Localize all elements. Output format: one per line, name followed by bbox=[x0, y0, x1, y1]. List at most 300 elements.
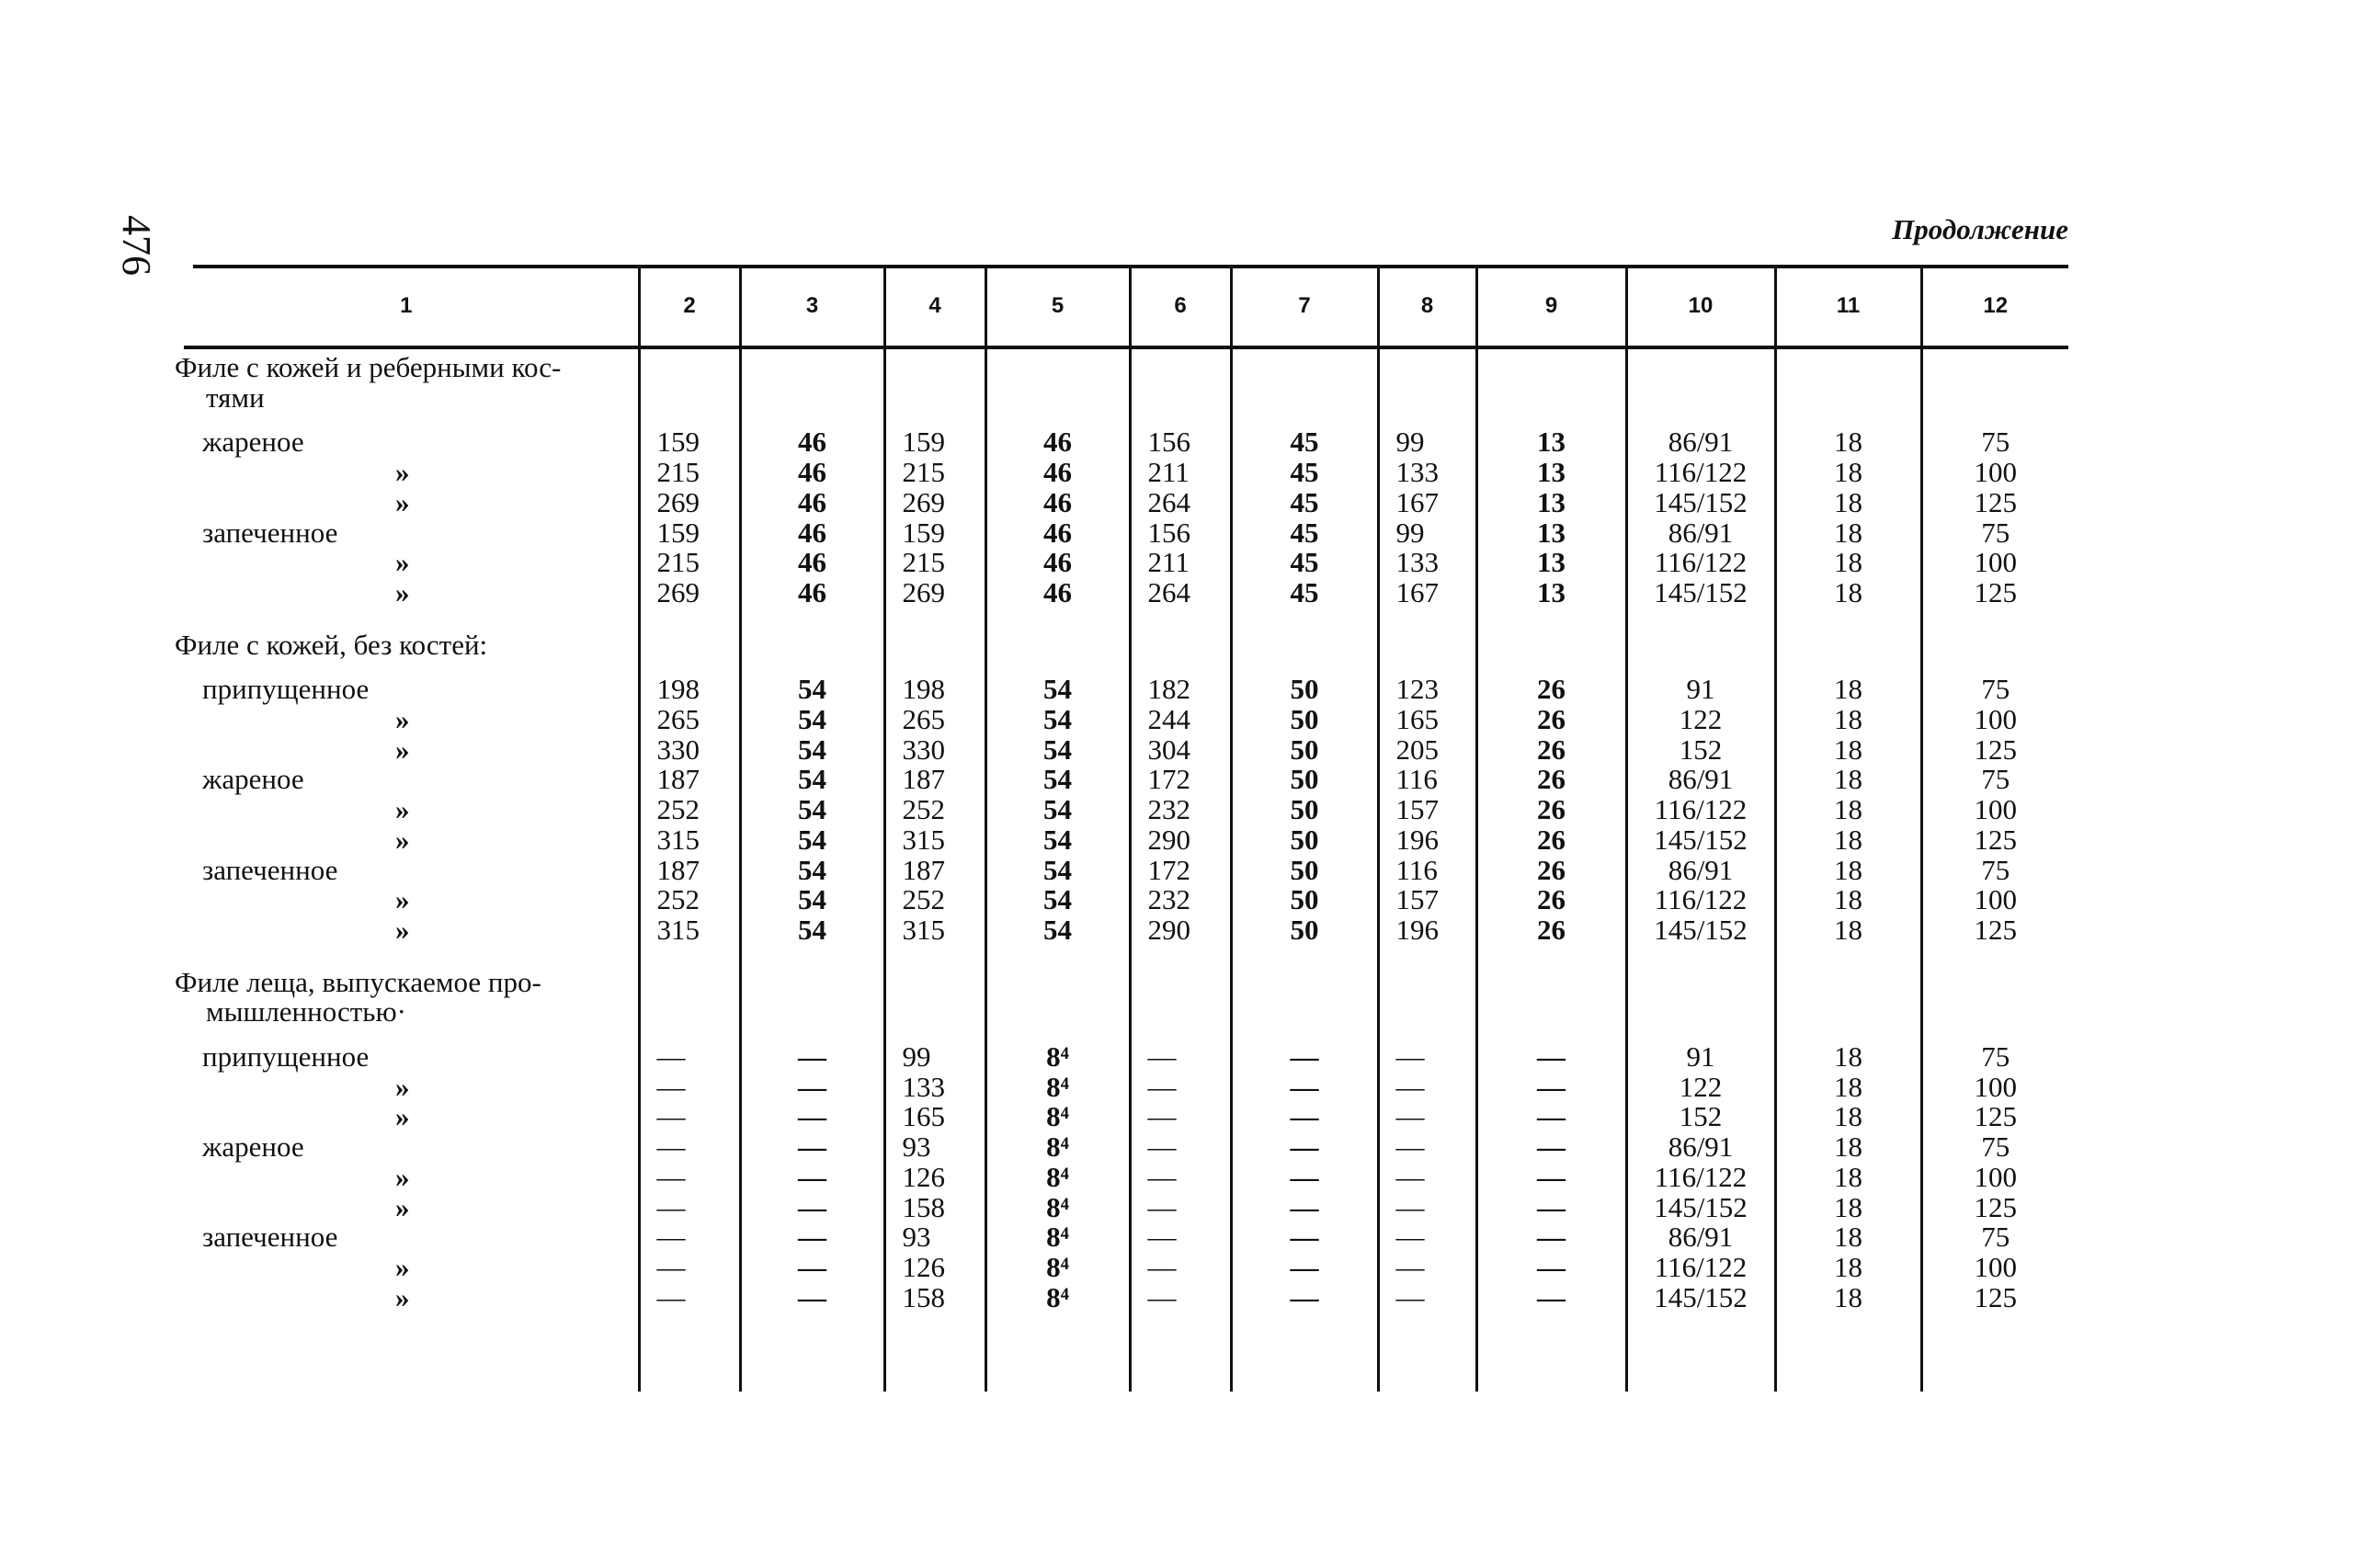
table-cell-col-10: 86/91 bbox=[1626, 427, 1775, 458]
table-cell-col-10: 91 bbox=[1626, 675, 1775, 705]
table-cell-col-3: 54 bbox=[740, 705, 884, 735]
table-cell-col-5: 54 bbox=[985, 735, 1130, 766]
table-row bbox=[175, 915, 2068, 946]
empty-cell bbox=[740, 346, 884, 427]
table-cell-col-4: 315 bbox=[884, 825, 985, 856]
ditto-mark: » bbox=[395, 1070, 410, 1103]
table-cell-col-4: 126 bbox=[884, 1253, 985, 1283]
table-cell-col-8: 133 bbox=[1378, 458, 1476, 488]
table-cell-col-3: — bbox=[740, 1163, 884, 1193]
table-cell-col-8: — bbox=[1378, 1163, 1476, 1193]
table-row bbox=[175, 825, 2068, 856]
empty-cell bbox=[1921, 346, 2068, 427]
empty-cell bbox=[1231, 1312, 1378, 1327]
table-cell-col-2: 265 bbox=[639, 705, 740, 735]
table-cell-col-8: — bbox=[1378, 1102, 1476, 1132]
table-cell-col-7: — bbox=[1231, 1132, 1378, 1163]
empty-cell bbox=[1378, 1327, 1476, 1392]
empty-cell bbox=[175, 608, 639, 623]
table-cell-col-12: 125 bbox=[1921, 1102, 2068, 1132]
table-row bbox=[175, 765, 2068, 795]
empty-cell bbox=[1231, 608, 1378, 623]
table-cell-col-2: — bbox=[639, 1253, 740, 1283]
table-cell-col-2: 330 bbox=[639, 735, 740, 766]
preparation-label: запеченное bbox=[202, 853, 338, 886]
table-cell-col-2: 252 bbox=[639, 795, 740, 825]
table-cell-col-11: 18 bbox=[1775, 548, 1921, 578]
table-cell-col-10: 86/91 bbox=[1626, 1132, 1775, 1163]
table-cell-col-7: — bbox=[1231, 1163, 1378, 1193]
table-cell-col-3: — bbox=[740, 1222, 884, 1253]
ditto-mark: » bbox=[395, 883, 410, 916]
table-cell-col-12: 75 bbox=[1921, 856, 2068, 886]
table-cell-col-5: 46 bbox=[985, 518, 1130, 549]
table-cell-col-12: 125 bbox=[1921, 1283, 2068, 1313]
empty-cell bbox=[175, 946, 639, 960]
table-cell-col-5: 46 bbox=[985, 548, 1130, 578]
empty-cell bbox=[1626, 1312, 1775, 1327]
ditto-mark: » bbox=[395, 703, 410, 736]
table-cell-col-7: 50 bbox=[1231, 885, 1378, 915]
table-cell-col-11: 18 bbox=[1775, 795, 1921, 825]
group-title bbox=[175, 623, 639, 676]
empty-cell bbox=[1130, 946, 1231, 960]
table-tail-row bbox=[175, 1327, 2068, 1392]
empty-cell bbox=[1130, 623, 1231, 676]
table-cell-col-11: 18 bbox=[1775, 1193, 1921, 1223]
table-cell-col-7: 45 bbox=[1231, 518, 1378, 549]
table-cell-col-9: 13 bbox=[1476, 488, 1626, 518]
table-cell-col-11: 18 bbox=[1775, 885, 1921, 915]
table-cell-col-6: 232 bbox=[1130, 885, 1231, 915]
table-cell-col-2: 315 bbox=[639, 915, 740, 946]
table-row bbox=[175, 578, 2068, 608]
table-cell-col-9: 13 bbox=[1476, 548, 1626, 578]
empty-cell bbox=[639, 1312, 740, 1327]
table-cell-col-5: 46 bbox=[985, 427, 1130, 458]
empty-cell bbox=[740, 623, 884, 676]
table-cell-col-2: 215 bbox=[639, 458, 740, 488]
table-row bbox=[175, 1132, 2068, 1163]
table-cell-col-7: — bbox=[1231, 1042, 1378, 1073]
table-cell-col-10: 91 bbox=[1626, 1042, 1775, 1073]
table-cell-col-12: 125 bbox=[1921, 1193, 2068, 1223]
table-cell-col-9: — bbox=[1476, 1222, 1626, 1253]
table-cell-col-2: — bbox=[639, 1042, 740, 1073]
table-cell-col-4: 165 bbox=[884, 1102, 985, 1132]
column-header-8: 8 bbox=[1378, 267, 1476, 346]
empty-cell bbox=[639, 946, 740, 960]
table-cell-col-7: 50 bbox=[1231, 795, 1378, 825]
table-cell-col-8: 157 bbox=[1378, 795, 1476, 825]
table-cell-col-9: — bbox=[1476, 1253, 1626, 1283]
empty-cell bbox=[1775, 946, 1921, 960]
table-cell-col-12: 100 bbox=[1921, 705, 2068, 735]
empty-cell bbox=[985, 1312, 1130, 1327]
table-cell-col-5: 54 bbox=[985, 825, 1130, 856]
table-cell-col-10: 145/152 bbox=[1626, 915, 1775, 946]
ditto-mark: » bbox=[395, 1250, 410, 1283]
table-cell-col-2: — bbox=[639, 1193, 740, 1223]
table-cell-col-12: 125 bbox=[1921, 735, 2068, 766]
table-cell-col-8: — bbox=[1378, 1193, 1476, 1223]
table-cell-col-2: 187 bbox=[639, 856, 740, 886]
table-cell-col-12: 75 bbox=[1921, 427, 2068, 458]
table-cell-col-6: 304 bbox=[1130, 735, 1231, 766]
table-cell-col-6: 264 bbox=[1130, 578, 1231, 608]
empty-cell bbox=[1775, 608, 1921, 623]
table-cell-col-6: — bbox=[1130, 1283, 1231, 1313]
table-cell-col-12: 75 bbox=[1921, 1132, 2068, 1163]
empty-cell bbox=[985, 1327, 1130, 1392]
empty-cell bbox=[740, 608, 884, 623]
table-cell-col-12: 125 bbox=[1921, 825, 2068, 856]
preparation-label: жареное bbox=[202, 1131, 304, 1164]
table-cell-col-5: 54 bbox=[985, 675, 1130, 705]
table-cell-col-10: 86/91 bbox=[1626, 518, 1775, 549]
table-cell-col-4: 215 bbox=[884, 458, 985, 488]
column-header-10: 10 bbox=[1626, 267, 1775, 346]
empty-cell bbox=[1921, 960, 2068, 1042]
table-cell-col-12: 75 bbox=[1921, 765, 2068, 795]
ditto-mark: » bbox=[395, 913, 410, 946]
table-row bbox=[175, 1102, 2068, 1132]
table-cell-col-3: 54 bbox=[740, 675, 884, 705]
table-cell-col-2: 252 bbox=[639, 885, 740, 915]
table-cell-col-7: — bbox=[1231, 1222, 1378, 1253]
empty-cell bbox=[985, 946, 1130, 960]
empty-cell bbox=[639, 960, 740, 1042]
table-row bbox=[175, 675, 2068, 705]
table-cell-col-7: 45 bbox=[1231, 458, 1378, 488]
preparation-label: припущенное bbox=[202, 673, 370, 706]
table-cell-col-12: 100 bbox=[1921, 548, 2068, 578]
table-row bbox=[175, 705, 2068, 735]
empty-cell bbox=[740, 946, 884, 960]
table-cell-col-11: 18 bbox=[1775, 578, 1921, 608]
table-cell-col-8: 167 bbox=[1378, 578, 1476, 608]
empty-cell bbox=[639, 1327, 740, 1392]
table-cell-col-7: 50 bbox=[1231, 675, 1378, 705]
table-cell-col-8: 157 bbox=[1378, 885, 1476, 915]
table-cell-col-12: 75 bbox=[1921, 1042, 2068, 1073]
empty-cell bbox=[1775, 1312, 1921, 1327]
table-cell-col-10: 116/122 bbox=[1626, 1163, 1775, 1193]
table-cell-col-9: 26 bbox=[1476, 795, 1626, 825]
table-cell-col-9: 13 bbox=[1476, 578, 1626, 608]
table-cell-col-5: 46 bbox=[985, 578, 1130, 608]
table-cell-col-8: 167 bbox=[1378, 488, 1476, 518]
empty-cell bbox=[1626, 946, 1775, 960]
table-cell-col-8: — bbox=[1378, 1283, 1476, 1313]
table-cell-col-4: 198 bbox=[884, 675, 985, 705]
table-cell-col-12: 100 bbox=[1921, 1163, 2068, 1193]
group-title bbox=[175, 960, 639, 1042]
table-header-row bbox=[175, 267, 2068, 346]
table-cell-col-4: 99 bbox=[884, 1042, 985, 1073]
table-cell-col-4: 159 bbox=[884, 518, 985, 549]
group-spacer-row bbox=[175, 1312, 2068, 1327]
table-cell-col-9: — bbox=[1476, 1283, 1626, 1313]
table-cell-col-3: 46 bbox=[740, 518, 884, 549]
empty-cell bbox=[1231, 946, 1378, 960]
table-cell-col-10: 116/122 bbox=[1626, 548, 1775, 578]
table-cell-col-12: 75 bbox=[1921, 518, 2068, 549]
table-cell-col-4: 252 bbox=[884, 795, 985, 825]
table-row bbox=[175, 427, 2068, 458]
table-row bbox=[175, 856, 2068, 886]
table-cell-col-5: 8⁴ bbox=[985, 1073, 1130, 1103]
empty-cell bbox=[1130, 960, 1231, 1042]
table-cell-col-8: 99 bbox=[1378, 518, 1476, 549]
table-cell-col-5: 46 bbox=[985, 458, 1130, 488]
group-title-line: мышленностью· bbox=[206, 995, 406, 1028]
table-cell-col-8: — bbox=[1378, 1042, 1476, 1073]
empty-cell bbox=[1476, 1312, 1626, 1327]
column-header-9: 9 bbox=[1476, 267, 1626, 346]
table-cell-col-12: 100 bbox=[1921, 458, 2068, 488]
table-cell-col-11: 18 bbox=[1775, 1163, 1921, 1193]
empty-cell bbox=[884, 608, 985, 623]
table-cell-col-6: — bbox=[1130, 1253, 1231, 1283]
ditto-mark: » bbox=[395, 1100, 410, 1133]
table-cell-col-11: 18 bbox=[1775, 856, 1921, 886]
table-cell-col-2: — bbox=[639, 1222, 740, 1253]
ditto-mark: » bbox=[395, 733, 410, 766]
table-cell-col-5: 54 bbox=[985, 705, 1130, 735]
table-cell-col-7: 50 bbox=[1231, 765, 1378, 795]
table-cell-col-12: 125 bbox=[1921, 488, 2068, 518]
table-cell-col-5: 54 bbox=[985, 915, 1130, 946]
table-cell-col-3: 46 bbox=[740, 488, 884, 518]
table-cell-col-4: 269 bbox=[884, 488, 985, 518]
table-cell-col-2: 269 bbox=[639, 488, 740, 518]
table-cell-col-4: 269 bbox=[884, 578, 985, 608]
table-cell-col-3: 46 bbox=[740, 578, 884, 608]
table-cell-col-3: 46 bbox=[740, 458, 884, 488]
ditto-mark: » bbox=[395, 456, 410, 489]
table-cell-col-3: — bbox=[740, 1073, 884, 1103]
table-cell-col-3: — bbox=[740, 1193, 884, 1223]
table-row bbox=[175, 1193, 2068, 1223]
table-cell-col-6: 264 bbox=[1130, 488, 1231, 518]
empty-cell bbox=[1626, 623, 1775, 676]
empty-cell bbox=[740, 1312, 884, 1327]
table-cell-col-6: — bbox=[1130, 1073, 1231, 1103]
table-cell-col-4: 215 bbox=[884, 548, 985, 578]
table-cell-col-10: 152 bbox=[1626, 1102, 1775, 1132]
table-cell-col-6: — bbox=[1130, 1193, 1231, 1223]
table-cell-col-5: 54 bbox=[985, 885, 1130, 915]
table-cell-col-8: 116 bbox=[1378, 765, 1476, 795]
table-cell-col-8: — bbox=[1378, 1073, 1476, 1103]
ditto-mark: » bbox=[395, 823, 410, 856]
empty-cell bbox=[639, 608, 740, 623]
table-cell-col-11: 18 bbox=[1775, 1283, 1921, 1313]
group-title-row bbox=[175, 960, 2068, 1042]
table-cell-col-12: 125 bbox=[1921, 915, 2068, 946]
table-cell-col-4: 265 bbox=[884, 705, 985, 735]
table-row bbox=[175, 795, 2068, 825]
table-cell-col-6: — bbox=[1130, 1102, 1231, 1132]
table-cell-col-4: 159 bbox=[884, 427, 985, 458]
table-cell-col-3: — bbox=[740, 1042, 884, 1073]
empty-cell bbox=[1130, 1312, 1231, 1327]
table-cell-col-9: 26 bbox=[1476, 675, 1626, 705]
empty-cell bbox=[1476, 346, 1626, 427]
table-cell-col-7: 45 bbox=[1231, 427, 1378, 458]
table-row bbox=[175, 458, 2068, 488]
column-header-6: 6 bbox=[1130, 267, 1231, 346]
table-cell-col-12: 75 bbox=[1921, 1222, 2068, 1253]
empty-cell bbox=[1231, 346, 1378, 427]
table-cell-col-7: 45 bbox=[1231, 578, 1378, 608]
table-row bbox=[175, 488, 2068, 518]
table-cell-col-9: 26 bbox=[1476, 765, 1626, 795]
table-cell-col-10: 145/152 bbox=[1626, 825, 1775, 856]
table-cell-col-10: 145/152 bbox=[1626, 1193, 1775, 1223]
table-cell-col-11: 18 bbox=[1775, 765, 1921, 795]
table-cell-col-3: 54 bbox=[740, 765, 884, 795]
table-cell-col-7: 45 bbox=[1231, 548, 1378, 578]
table-cell-col-11: 18 bbox=[1775, 705, 1921, 735]
preparation-label: запеченное bbox=[202, 516, 338, 549]
table-cell-col-11: 18 bbox=[1775, 1222, 1921, 1253]
table-cell-col-5: 8⁴ bbox=[985, 1102, 1130, 1132]
empty-cell bbox=[1921, 1312, 2068, 1327]
table-cell-col-6: — bbox=[1130, 1042, 1231, 1073]
table-cell-col-7: — bbox=[1231, 1102, 1378, 1132]
table-cell-col-6: 172 bbox=[1130, 856, 1231, 886]
table-cell-col-11: 18 bbox=[1775, 915, 1921, 946]
column-header-2: 2 bbox=[639, 267, 740, 346]
table-cell-col-2: — bbox=[639, 1283, 740, 1313]
table-cell-col-2: 315 bbox=[639, 825, 740, 856]
table-cell-col-4: 133 bbox=[884, 1073, 985, 1103]
table-cell-col-8: — bbox=[1378, 1132, 1476, 1163]
empty-cell bbox=[639, 346, 740, 427]
empty-cell bbox=[1476, 960, 1626, 1042]
empty-cell bbox=[1378, 608, 1476, 623]
table-cell-col-7: 50 bbox=[1231, 825, 1378, 856]
table-cell-col-7: — bbox=[1231, 1073, 1378, 1103]
table-cell-col-9: — bbox=[1476, 1163, 1626, 1193]
table-cell-col-8: 165 bbox=[1378, 705, 1476, 735]
table-cell-col-9: 26 bbox=[1476, 915, 1626, 946]
table-cell-col-4: 252 bbox=[884, 885, 985, 915]
table-cell-col-7: 50 bbox=[1231, 915, 1378, 946]
empty-cell bbox=[884, 1312, 985, 1327]
empty-cell bbox=[985, 608, 1130, 623]
table-cell-col-10: 116/122 bbox=[1626, 458, 1775, 488]
ditto-mark: » bbox=[395, 485, 410, 518]
table-cell-col-8: 123 bbox=[1378, 675, 1476, 705]
table-row bbox=[175, 548, 2068, 578]
table-cell-col-12: 100 bbox=[1921, 1073, 2068, 1103]
table-cell-col-2: — bbox=[639, 1163, 740, 1193]
table-cell-col-8: 196 bbox=[1378, 825, 1476, 856]
table-cell-col-12: 100 bbox=[1921, 795, 2068, 825]
group-spacer-row bbox=[175, 608, 2068, 623]
table-cell-col-5: 54 bbox=[985, 856, 1130, 886]
empty-cell bbox=[1626, 1327, 1775, 1392]
group-title-row bbox=[175, 346, 2068, 427]
table-cell-col-2: 269 bbox=[639, 578, 740, 608]
table-cell-col-2: 187 bbox=[639, 765, 740, 795]
table-cell-col-11: 18 bbox=[1775, 1132, 1921, 1163]
column-header-4: 4 bbox=[884, 267, 985, 346]
group-title-line: Филе с кожей и реберными кос- bbox=[175, 351, 562, 383]
table-cell-col-9: 26 bbox=[1476, 885, 1626, 915]
table-cell-col-10: 122 bbox=[1626, 1073, 1775, 1103]
table-cell-col-10: 145/152 bbox=[1626, 578, 1775, 608]
table-cell-col-9: 13 bbox=[1476, 427, 1626, 458]
empty-cell bbox=[884, 960, 985, 1042]
empty-cell bbox=[1775, 960, 1921, 1042]
page-number: 476 bbox=[114, 215, 159, 276]
empty-cell bbox=[639, 623, 740, 676]
table-cell-col-4: 93 bbox=[884, 1222, 985, 1253]
column-header-12: 12 bbox=[1921, 267, 2068, 346]
table-cell-col-5: 8⁴ bbox=[985, 1042, 1130, 1073]
table-cell-col-4: 330 bbox=[884, 735, 985, 766]
table-cell-col-7: 50 bbox=[1231, 705, 1378, 735]
table-cell-col-2: 215 bbox=[639, 548, 740, 578]
table-cell-col-3: — bbox=[740, 1283, 884, 1313]
table-cell-col-7: 50 bbox=[1231, 856, 1378, 886]
table-row bbox=[175, 1283, 2068, 1313]
table-cell-col-11: 18 bbox=[1775, 825, 1921, 856]
table-cell-col-3: 54 bbox=[740, 885, 884, 915]
table-cell-col-9: 13 bbox=[1476, 458, 1626, 488]
table-cell-col-9: — bbox=[1476, 1193, 1626, 1223]
table-cell-col-10: 145/152 bbox=[1626, 488, 1775, 518]
table-cell-col-11: 18 bbox=[1775, 735, 1921, 766]
table-cell-col-11: 18 bbox=[1775, 1253, 1921, 1283]
table-cell-col-5: 54 bbox=[985, 795, 1130, 825]
table-cell-col-2: 159 bbox=[639, 427, 740, 458]
empty-cell bbox=[884, 346, 985, 427]
empty-cell bbox=[884, 946, 985, 960]
table-row bbox=[175, 1073, 2068, 1103]
empty-cell bbox=[1130, 1327, 1231, 1392]
table-cell-col-12: 100 bbox=[1921, 1253, 2068, 1283]
column-header-1: 1 bbox=[400, 293, 413, 318]
table-cell-col-5: 8⁴ bbox=[985, 1222, 1130, 1253]
table-cell-col-11: 18 bbox=[1775, 675, 1921, 705]
table-cell-col-11: 18 bbox=[1775, 518, 1921, 549]
table-cell-col-12: 100 bbox=[1921, 885, 2068, 915]
empty-cell bbox=[1476, 623, 1626, 676]
table-cell-col-2: — bbox=[639, 1102, 740, 1132]
table-cell-col-11: 18 bbox=[1775, 488, 1921, 518]
nutrition-table bbox=[175, 267, 2068, 1392]
group-title-line: Филе леща, выпускаемое про- bbox=[175, 965, 541, 998]
table-row bbox=[175, 885, 2068, 915]
table-cell-col-9: — bbox=[1476, 1073, 1626, 1103]
empty-cell bbox=[1231, 960, 1378, 1042]
empty-cell bbox=[1921, 1327, 2068, 1392]
table-cell-col-3: 54 bbox=[740, 825, 884, 856]
table-cell-col-11: 18 bbox=[1775, 458, 1921, 488]
table-cell-col-3: 54 bbox=[740, 856, 884, 886]
table-row bbox=[175, 518, 2068, 549]
empty-cell bbox=[740, 960, 884, 1042]
empty-cell bbox=[1378, 1312, 1476, 1327]
table-cell-col-2: — bbox=[639, 1073, 740, 1103]
table-cell-col-3: — bbox=[740, 1132, 884, 1163]
nutrition-table-region bbox=[175, 267, 2068, 1397]
